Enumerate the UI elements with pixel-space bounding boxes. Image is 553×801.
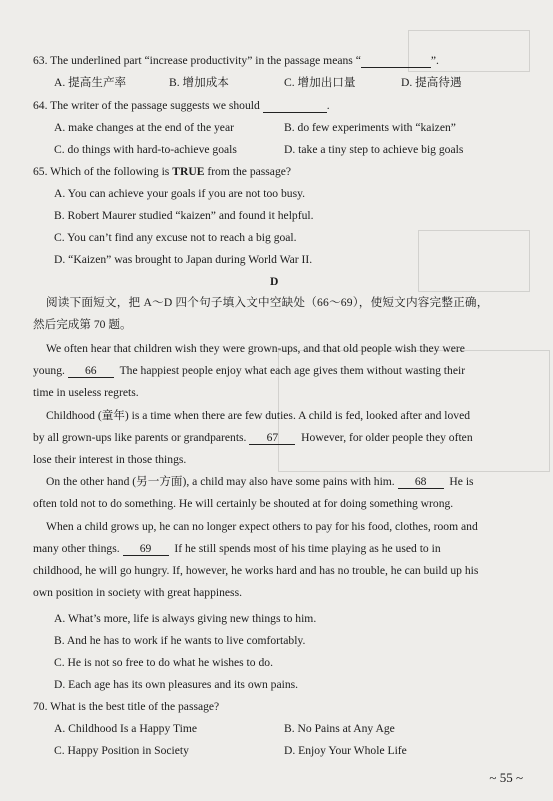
q70-option-c[interactable]: C. Happy Position in Society — [54, 744, 189, 757]
p4-line-1: When a child grows up, he can no longer expect others to pay for his food, clothes, room and — [46, 520, 478, 533]
q65-option-d[interactable]: D. “Kaizen” was brought to Japan during World War II. — [54, 253, 313, 266]
p2-line-2: by all grown-ups like parents or grandparents. 67 However, for older people they often — [33, 431, 473, 444]
p1-line-3: time in useless regrets. — [33, 386, 139, 399]
p4-line-4: own position in society with great happiness. — [33, 586, 242, 599]
q70-option-b[interactable]: B. No Pains at Any Age — [284, 722, 395, 735]
p3-line-1: On the other hand (另一方面), a child may also have some pains with him. 68 He is — [46, 475, 474, 488]
q70-option-d[interactable]: D. Enjoy Your Whole Life — [284, 744, 407, 757]
p2-line-3: lose their interest in those things. — [33, 453, 187, 466]
sentence-option-c[interactable]: C. He is not so free to do what he wishes to do. — [54, 656, 273, 669]
q64-option-c[interactable]: C. do things with hard-to-achieve goals — [54, 143, 237, 156]
q64-answer-blank[interactable] — [263, 100, 327, 113]
q63-option-a[interactable]: A. 提高生产率 — [54, 76, 127, 89]
q64-option-d[interactable]: D. take a tiny step to achieve big goals — [284, 143, 464, 156]
blank-67[interactable]: 67 — [249, 432, 295, 445]
blank-68[interactable]: 68 — [398, 476, 444, 489]
q70-stem: 70. What is the best title of the passage? — [33, 700, 220, 713]
q63-stem: 63. The underlined part “increase productivity” in the passage means “ ”. — [33, 54, 439, 67]
q63-option-d[interactable]: D. 提高待遇 — [401, 76, 462, 89]
sentence-option-a[interactable]: A. What’s more, life is always giving new things to him. — [54, 612, 317, 625]
p3-line-2: often told not to do something. He will certainly be shouted at for doing something wrong. — [33, 497, 454, 510]
q65-option-a[interactable]: A. You can achieve your goals if you are not too busy. — [54, 187, 306, 200]
sentence-option-b[interactable]: B. And he has to work if he wants to live comfortably. — [54, 634, 306, 647]
q65-stem: 65. Which of the following is TRUE from the passage? — [33, 165, 292, 178]
instructions-line-2: 然后完成第 70 题。 — [33, 318, 132, 331]
q64-stem: 64. The writer of the passage suggests we should . — [33, 99, 330, 112]
p2-line-1: Childhood (童年) is a time when there are few duties. A child is fed, looked after and loved — [46, 409, 471, 422]
q63-answer-blank[interactable] — [361, 55, 431, 68]
p1-line-1: We often hear that children wish they were grown-ups, and that old people wish they were — [46, 342, 465, 355]
page-number: ~ 55 ~ — [489, 770, 523, 785]
blank-69[interactable]: 69 — [123, 543, 169, 556]
section-label: D — [270, 275, 279, 288]
q65-option-b[interactable]: B. Robert Maurer studied “kaizen” and found it helpful. — [54, 209, 314, 222]
q65-option-c[interactable]: C. You can’t find any excuse not to reach a big goal. — [54, 231, 297, 244]
p4-line-3: childhood, he will go hungry. If, however, he works hard and has no trouble, he can build up his — [33, 564, 479, 577]
p1-line-2: young. 66 The happiest people enjoy what each age gives them without wasting their — [33, 364, 466, 377]
q64-option-a[interactable]: A. make changes at the end of the year — [54, 121, 234, 134]
blank-66[interactable]: 66 — [68, 365, 114, 378]
q70-option-a[interactable]: A. Childhood Is a Happy Time — [54, 722, 197, 735]
instructions-line-1: 阅读下面短文，把 A～D 四个句子填入文中空缺处（66～69），使短文内容完整正确， — [46, 296, 489, 309]
sentence-option-d[interactable]: D. Each age has its own pleasures and its own pains. — [54, 678, 299, 691]
q63-option-b[interactable]: B. 增加成本 — [169, 76, 229, 89]
q63-option-c[interactable]: C. 增加出口量 — [284, 76, 356, 89]
q64-option-b[interactable]: B. do few experiments with “kaizen” — [284, 121, 456, 134]
p4-line-2: many other things. 69 If he still spends most of his time playing as he used to in — [33, 542, 441, 555]
